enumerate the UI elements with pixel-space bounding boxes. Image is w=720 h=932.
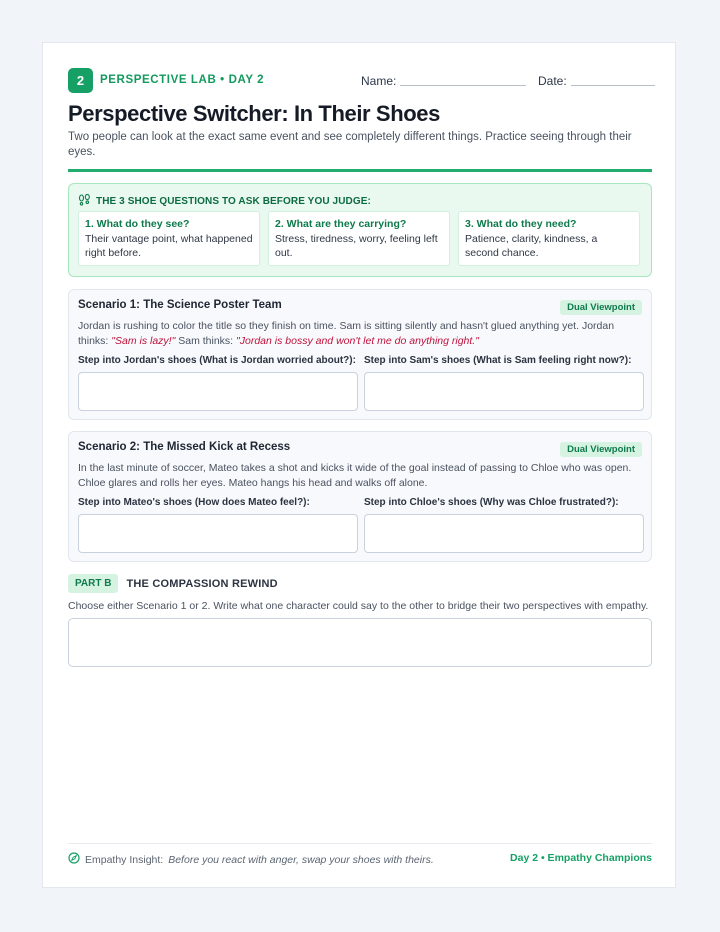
sam-quote: "Jordan is bossy and won't let me do anything right."	[236, 335, 479, 347]
jordan-prompt: Step into Jordan's shoes (What is Jordan worried about?):	[78, 355, 356, 366]
page-subtitle: Two people can look at the exact same event and see completely different things. Practice seeing through their eyes.	[68, 131, 632, 158]
scenario-text: In the last minute of soccer, Mateo takes a shot and kicks it wide of the goal instead of passing to Chloe who was open. Chloe glares and rolls her eyes. Mateo hangs his head and walks off alone.	[78, 462, 632, 489]
scenario-card-2	[68, 431, 652, 562]
scenario-title: Scenario 1: The Science Poster Team	[78, 299, 282, 311]
part-b-instruction: Choose either Scenario 1 or 2. Write what one character could say to the other to bridge their two perspectives with empathy.	[68, 600, 649, 612]
insight-text: Before you react with anger, swap your shoes with theirs.	[168, 853, 434, 866]
shoe-question-card	[78, 211, 260, 266]
worksheet-content	[68, 68, 652, 612]
shoe-question-title: 3. What do they need?	[465, 218, 577, 230]
worksheet-page	[42, 42, 676, 888]
shoe-question-title: 1. What do they see?	[85, 218, 190, 230]
compass-icon	[68, 852, 80, 867]
scenario-title: Scenario 2: The Missed Kick at Recess	[78, 441, 291, 453]
shoe-question-card	[458, 211, 640, 266]
dual-viewpoint-badge: Dual Viewpoint	[560, 300, 642, 315]
insight-label: Empathy Insight:	[85, 853, 164, 866]
footprints-icon	[78, 194, 91, 209]
sam-answer-box[interactable]	[364, 372, 644, 411]
worksheet-header	[68, 68, 652, 94]
shoe-question-desc: Stress, tiredness, worry, feeling left out.	[275, 233, 438, 259]
sam-prompt: Step into Sam's shoes (What is Sam feeling right now?):	[364, 355, 632, 366]
name-line[interactable]	[400, 85, 526, 86]
page-title: Perspective Switcher: In Their Shoes	[68, 101, 440, 126]
header-kicker: PERSPECTIVE LAB • DAY 2	[100, 74, 265, 86]
shoe-question-card	[268, 211, 450, 266]
shoe-question-desc: Their vantage point, what happened right before.	[85, 233, 253, 259]
compassion-answer-box[interactable]	[68, 618, 652, 667]
scenario-intro: Jordan is rushing to color the title so they finish on time. Sam is sitting silently and hasn't glued anything yet. Jordan thinks:	[78, 320, 615, 347]
scenario-text	[78, 319, 646, 349]
name-field[interactable]	[361, 74, 526, 88]
shoe-question-title: 2. What are they carrying?	[275, 218, 407, 230]
footer-program: Day 2 • Empathy Champions	[510, 852, 652, 864]
header-divider	[68, 169, 652, 172]
scenario-card-1	[68, 289, 652, 420]
date-field[interactable]	[538, 74, 655, 88]
worksheet-footer	[68, 843, 652, 866]
shoe-question-desc: Patience, clarity, kindness, a second chance.	[465, 233, 598, 259]
chloe-answer-box[interactable]	[364, 514, 644, 553]
shoe-questions-heading	[78, 194, 371, 209]
dual-viewpoint-badge: Dual Viewpoint	[560, 442, 642, 457]
name-label: Name:	[361, 74, 397, 88]
shoe-question-cards	[78, 211, 640, 266]
part-b-title: THE COMPASSION REWIND	[126, 577, 278, 590]
chloe-prompt: Step into Chloe's shoes (Why was Chloe frustrated?):	[364, 497, 619, 508]
mateo-answer-box[interactable]	[78, 514, 358, 553]
part-b-label: PART B	[68, 574, 118, 593]
jordan-quote: "Sam is lazy!"	[111, 335, 176, 347]
scenario-mid: Sam thinks:	[175, 335, 237, 347]
date-line[interactable]	[571, 85, 655, 86]
shoe-questions-box	[68, 183, 652, 277]
empathy-insight	[68, 852, 434, 867]
part-b-header	[68, 574, 278, 593]
jordan-answer-box[interactable]	[78, 372, 358, 411]
mateo-prompt: Step into Mateo's shoes (How does Mateo feel?):	[78, 497, 310, 508]
day-number-badge: 2	[68, 68, 93, 93]
shoe-questions-title: THE 3 SHOE QUESTIONS TO ASK BEFORE YOU JUDGE:	[96, 196, 371, 207]
date-label: Date:	[538, 74, 567, 88]
